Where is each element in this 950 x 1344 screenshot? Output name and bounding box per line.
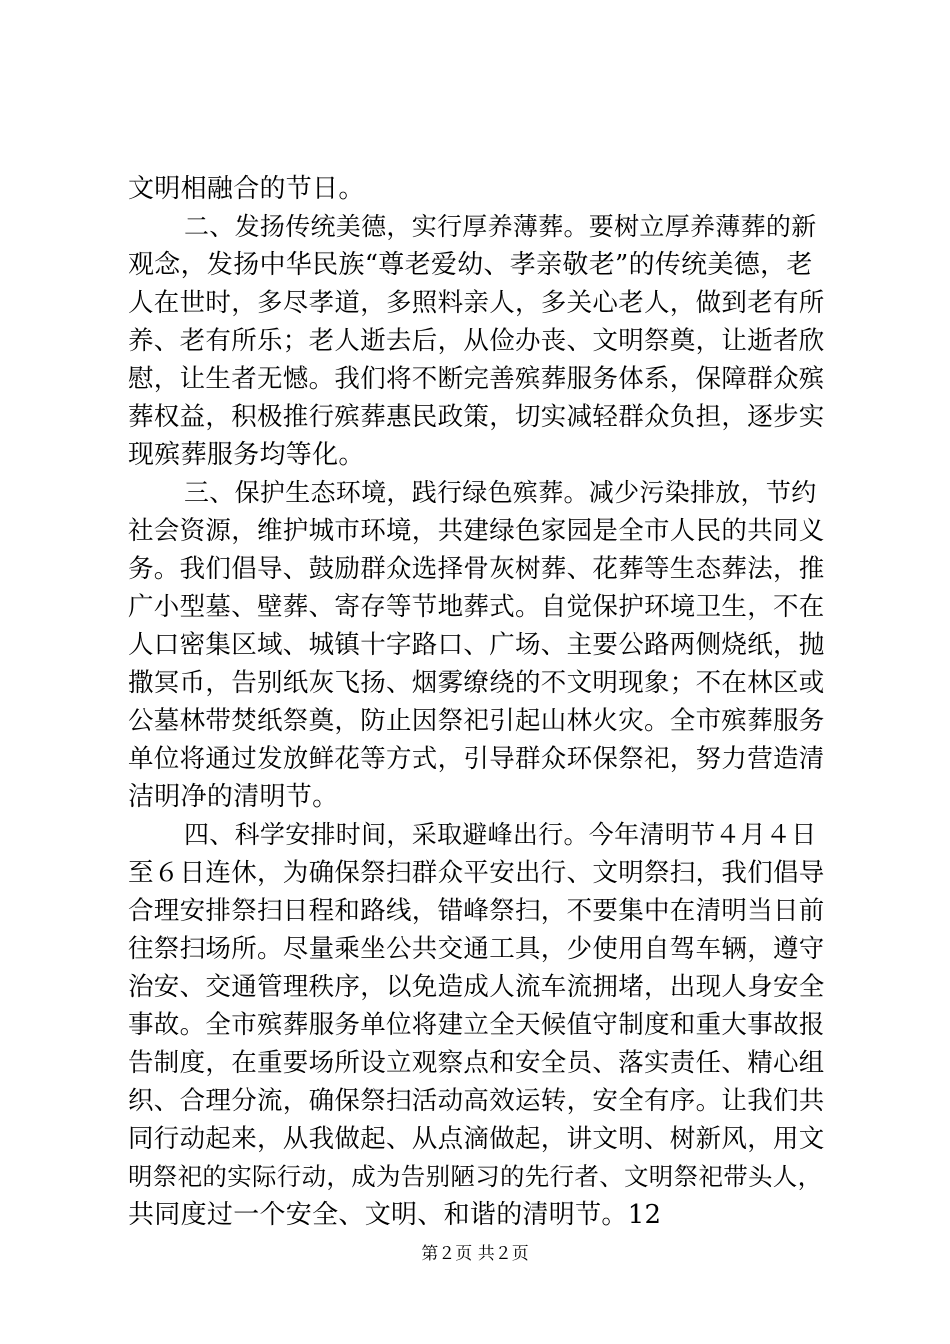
text-line: 撒冥币，告别纸灰飞扬、烟雾缭绕的不文明现象；不在林区或 xyxy=(128,668,825,698)
text-line: 治安、交通管理秩序，以免造成人流车流拥堵，出现人身安全 xyxy=(128,972,825,1002)
text-line: 告制度，在重要场所设立观察点和安全员、落实责任、精心组 xyxy=(128,1048,825,1078)
text-line: 养、老有所乐；老人逝去后，从俭办丧、文明祭奠，让逝者欣 xyxy=(128,326,825,356)
text-line: 同行动起来，从我做起、从点滴做起，讲文明、树新风，用文 xyxy=(128,1124,825,1154)
text-line: 文明相融合的节日。 xyxy=(128,174,365,204)
text-line: 织、合理分流，确保祭扫活动高效运转，安全有序。让我们共 xyxy=(128,1086,825,1116)
text-line: 人口密集区域、城镇十字路口、广场、主要公路两侧烧纸，抛 xyxy=(128,630,825,660)
text-line: 现殡葬服务均等化。 xyxy=(128,440,365,470)
text-line: 至６日连休，为确保祭扫群众平安出行、文明祭扫，我们倡导 xyxy=(128,858,825,888)
text-line: 共同度过一个安全、文明、和谐的清明节。12 xyxy=(128,1200,662,1230)
text-line: 广小型墓、壁葬、寄存等节地葬式。自觉保护环境卫生，不在 xyxy=(128,592,825,622)
text-line: 公墓林带焚纸祭奠，防止因祭祀引起山林火灾。全市殡葬服务 xyxy=(128,706,825,736)
text-line: 合理安排祭扫日程和路线，错峰祭扫，不要集中在清明当日前 xyxy=(128,896,825,926)
section-2-heading-line: 二、发扬传统美德，实行厚养薄葬。要树立厚养薄葬的新 xyxy=(184,212,817,241)
text-line: 事故。全市殡葬服务单位将建立全天候值守制度和重大事故报 xyxy=(128,1010,825,1040)
text-line: 往祭扫场所。尽量乘坐公共交通工具，少使用自驾车辆，遵守 xyxy=(128,934,825,964)
text-line: 务。我们倡导、鼓励群众选择骨灰树葬、花葬等生态葬法，推 xyxy=(128,554,825,584)
text-line: 明祭祀的实际行动，成为告别陋习的先行者、文明祭祀带头人， xyxy=(128,1162,823,1191)
body-text xyxy=(128,170,828,1234)
text-line: 人在世时，多尽孝道，多照料亲人，多关心老人，做到老有所 xyxy=(128,288,825,318)
text-line: 单位将通过发放鲜花等方式，引导群众环保祭祀，努力营造清 xyxy=(128,744,825,774)
page-number-footer: 第２页 共２页 xyxy=(421,1244,529,1264)
text-line: 社会资源，维护城市环境，共建绿色家园是全市人民的共同义 xyxy=(128,516,825,546)
text-line: 观念，发扬中华民族“尊老爱幼、孝亲敬老”的传统美德，老 xyxy=(128,250,813,280)
section-4-heading-line: 四、科学安排时间，采取避峰出行。今年清明节４月４日 xyxy=(184,820,817,849)
text-line: 葬权益，积极推行殡葬惠民政策，切实减轻群众负担，逐步实 xyxy=(128,402,825,432)
text-line: 洁明净的清明节。 xyxy=(128,782,339,812)
text-line: 慰，让生者无憾。我们将不断完善殡葬服务体系，保障群众殡 xyxy=(128,364,825,394)
section-3-heading-line: 三、保护生态环境，践行绿色殡葬。减少污染排放，节约 xyxy=(184,478,817,507)
